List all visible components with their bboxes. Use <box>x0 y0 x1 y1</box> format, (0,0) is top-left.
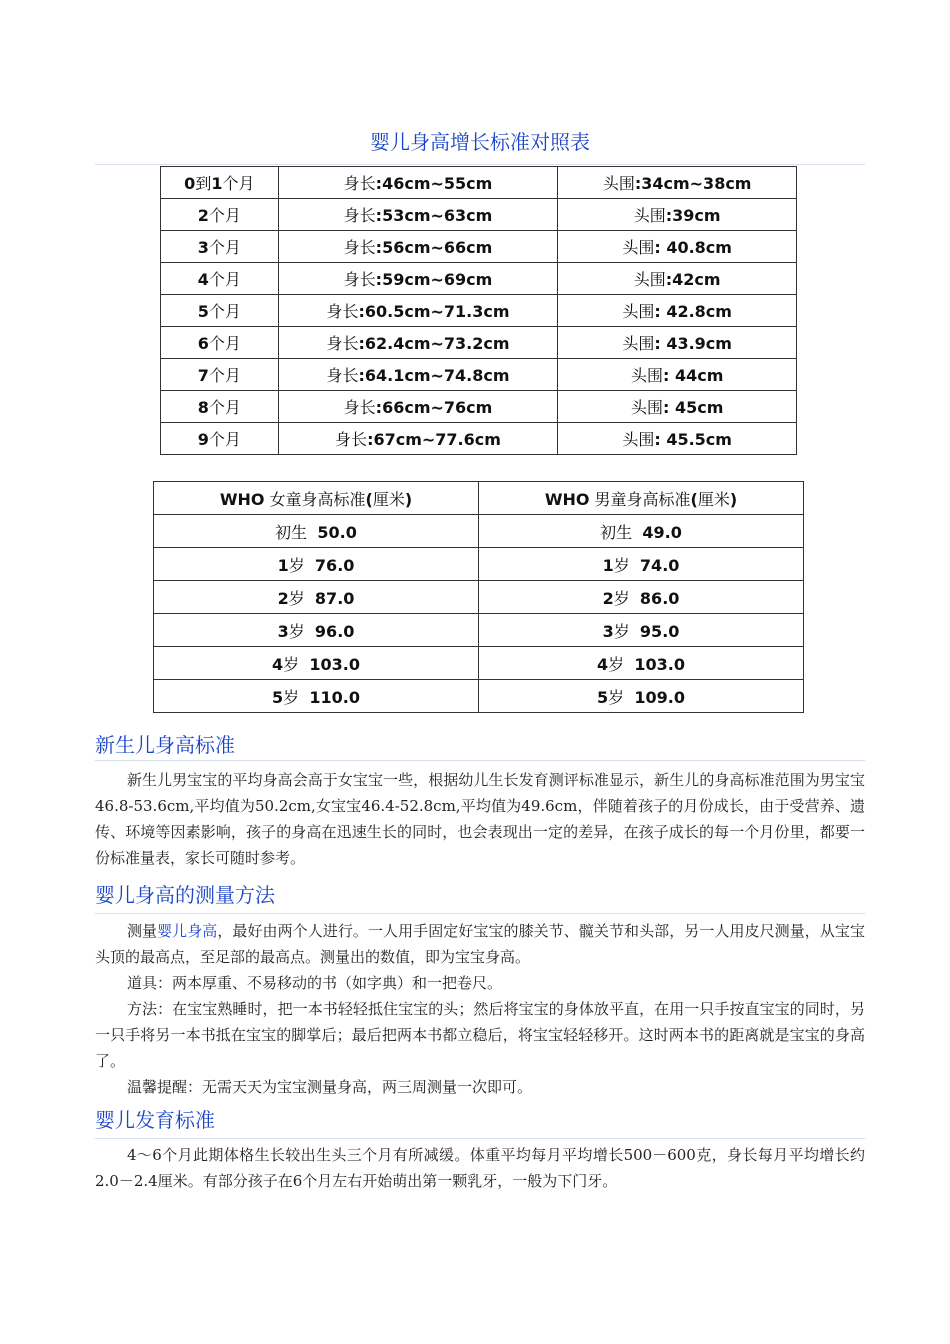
girls-height-cell: 4岁 103.0 <box>154 647 479 680</box>
month-cell: 9个月 <box>161 423 279 455</box>
table-row <box>154 680 804 713</box>
girls-height-cell: 1岁 76.0 <box>154 548 479 581</box>
girls-height-cell: 5岁 110.0 <box>154 680 479 713</box>
paragraph: 4～6个月此期体格生长较出生头三个月有所减缓。体重平均每月平均增长500－600克，身长每月平均增长约2.0－2.4厘米。有部分孩子在6个月左右开始萌出第一颗乳牙，一般为下门牙。 <box>95 1146 865 1190</box>
table-row <box>161 295 797 327</box>
paragraph: 方法：在宝宝熟睡时，把一本书轻轻抵住宝宝的头；然后将宝宝的身体放平直，在用一只手按直宝宝的同时，另一只手将另一本书抵在宝宝的脚掌后；最后把两本书都立稳后，将宝宝轻轻移开。这时两本书的距离就是宝宝的身高了。 <box>95 1000 865 1070</box>
paragraph: 道具：两本厚重、不易移动的书（如字典）和一把卷尺。 <box>127 974 503 992</box>
boys-height-cell: 5岁 109.0 <box>479 680 804 713</box>
length-cell: 身长:46cm~55cm <box>278 167 558 199</box>
section-divider <box>95 913 865 914</box>
table-row <box>161 423 797 455</box>
boys-height-cell: 初生 49.0 <box>479 515 804 548</box>
head-circumference-cell: 头围: 40.8cm <box>558 231 797 263</box>
month-cell: 3个月 <box>161 231 279 263</box>
boys-height-cell: 2岁 86.0 <box>479 581 804 614</box>
girls-height-cell: 3岁 96.0 <box>154 614 479 647</box>
table-row <box>161 167 797 199</box>
length-cell: 身长:53cm~63cm <box>278 199 558 231</box>
head-circumference-cell: 头围: 45.5cm <box>558 423 797 455</box>
head-circumference-cell: 头围:34cm~38cm <box>558 167 797 199</box>
head-circumference-cell: 头围: 44cm <box>558 359 797 391</box>
head-circumference-cell: 头围:39cm <box>558 199 797 231</box>
section-body-newborn <box>95 767 865 871</box>
month-cell: 2个月 <box>161 199 279 231</box>
length-cell: 身长:56cm~66cm <box>278 231 558 263</box>
header-girls: WHO 女童身高标准(厘米) <box>154 482 479 515</box>
section-divider <box>95 1138 865 1139</box>
length-cell: 身长:64.1cm~74.8cm <box>278 359 558 391</box>
month-cell: 8个月 <box>161 391 279 423</box>
boys-height-cell: 1岁 74.0 <box>479 548 804 581</box>
length-cell: 身长:59cm~69cm <box>278 263 558 295</box>
section-body-measure <box>95 918 865 1100</box>
infant-growth-table <box>160 166 797 455</box>
section-heading-development: 婴儿发育标准 <box>95 1108 215 1132</box>
girls-height-cell: 初生 50.0 <box>154 515 479 548</box>
who-height-table <box>153 481 804 713</box>
page-title: 婴儿身高增长标准对照表 <box>370 130 590 154</box>
table-row <box>161 231 797 263</box>
table-row <box>161 263 797 295</box>
head-circumference-cell: 头围: 43.9cm <box>558 327 797 359</box>
table-row <box>161 391 797 423</box>
paragraph: 新生儿男宝宝的平均身高会高于女宝宝一些，根据幼儿生长发育测评标准显示，新生儿的身高标准范围为男宝宝46.8-53.6cm,平均值为50.2cm,女宝宝46.4-52.8cm,平均值为49.6cm，伴随着孩子的月份成长，由于受营养、遗传、环境等因素影响，孩子的身高在迅速生长的同时，也会表现出一定的差异，在孩子成长的每一个月份里，都要一份标准量表，家长可随时参考。 <box>95 771 865 867</box>
table-row <box>154 614 804 647</box>
month-cell: 5个月 <box>161 295 279 327</box>
baby-height-link[interactable]: 婴儿身高 <box>157 922 218 940</box>
table-row <box>154 647 804 680</box>
head-circumference-cell: 头围: 45cm <box>558 391 797 423</box>
paragraph: 测量婴儿身高，最好由两个人进行。一人用手固定好宝宝的膝关节、髋关节和头部，另一人用皮尺测量，从宝宝头顶的最高点，至足部的最高点。测量出的数值，即为宝宝身高。 <box>95 922 865 966</box>
table-row <box>161 327 797 359</box>
table-row <box>154 548 804 581</box>
girls-height-cell: 2岁 87.0 <box>154 581 479 614</box>
paragraph: 温馨提醒：无需天天为宝宝测量身高，两三周测量一次即可。 <box>127 1078 533 1096</box>
section-divider <box>95 760 865 761</box>
table-row <box>161 199 797 231</box>
boys-height-cell: 3岁 95.0 <box>479 614 804 647</box>
section-heading-newborn: 新生儿身高标准 <box>95 733 235 757</box>
table-row <box>161 359 797 391</box>
head-circumference-cell: 头围:42cm <box>558 263 797 295</box>
length-cell: 身长:67cm~77.6cm <box>278 423 558 455</box>
month-cell: 4个月 <box>161 263 279 295</box>
table-row <box>154 515 804 548</box>
table-header-row <box>154 482 804 515</box>
table-row <box>154 581 804 614</box>
header-boys: WHO 男童身高标准(厘米) <box>479 482 804 515</box>
title-divider <box>95 164 865 165</box>
head-circumference-cell: 头围: 42.8cm <box>558 295 797 327</box>
month-cell: 7个月 <box>161 359 279 391</box>
month-cell: 0到1个月 <box>161 167 279 199</box>
section-heading-measure: 婴儿身高的测量方法 <box>95 883 275 907</box>
boys-height-cell: 4岁 103.0 <box>479 647 804 680</box>
section-body-development <box>95 1142 865 1194</box>
length-cell: 身长:62.4cm~73.2cm <box>278 327 558 359</box>
month-cell: 6个月 <box>161 327 279 359</box>
length-cell: 身长:66cm~76cm <box>278 391 558 423</box>
length-cell: 身长:60.5cm~71.3cm <box>278 295 558 327</box>
